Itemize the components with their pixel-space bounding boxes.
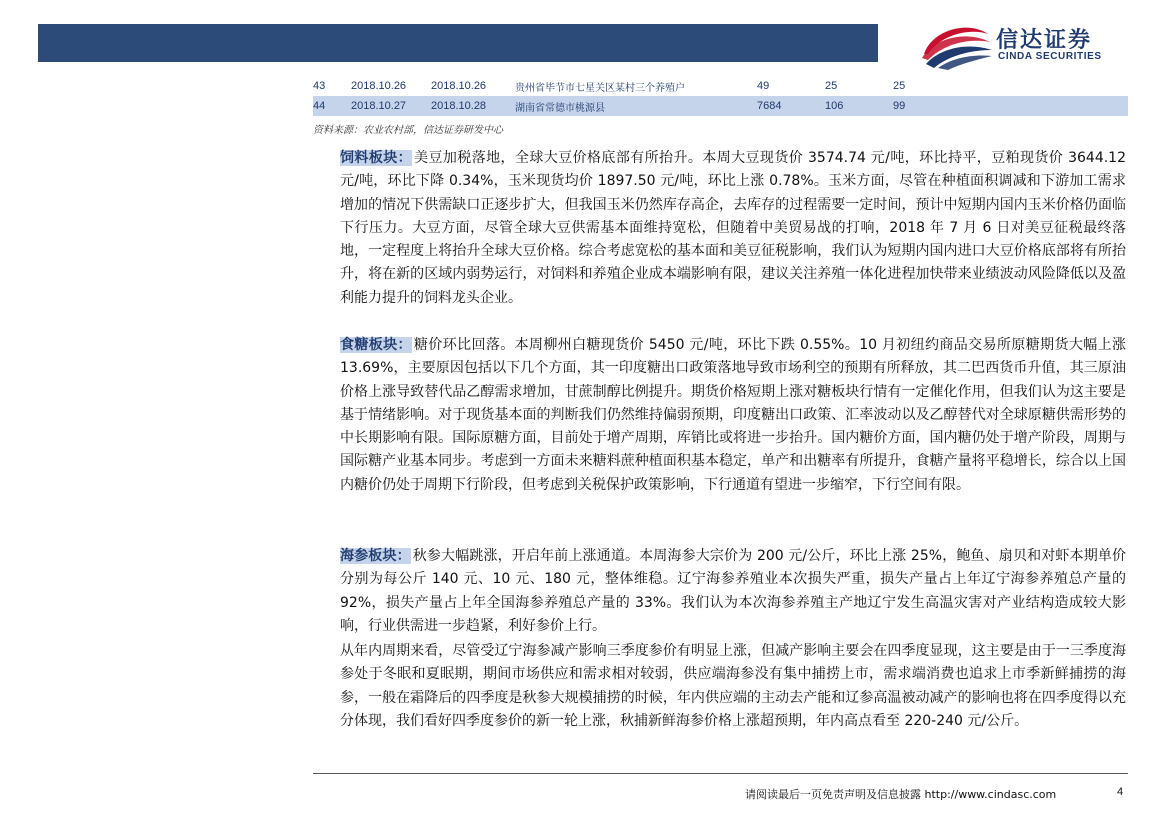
table-cell-location: 湖南省常德市桃源县 <box>515 96 757 116</box>
seacucumber-cycle-paragraph <box>340 640 1126 733</box>
table-cell-value: 25 <box>825 76 893 96</box>
company-logo <box>918 20 1133 70</box>
footer-divider <box>313 773 1128 774</box>
feed-section-label: 饲料板块： <box>340 150 413 166</box>
outbreak-table <box>313 76 1128 116</box>
table-cell-date: 2018.10.28 <box>431 96 515 116</box>
footer-disclaimer: 请阅读最后一页免责声明及信息披露 http://www.cindasc.com <box>745 788 1057 801</box>
table-cell-value: 7684 <box>757 96 825 116</box>
table-cell-date: 2018.10.27 <box>351 96 431 116</box>
cinda-globe-icon <box>918 20 994 70</box>
page-number: 4 <box>1117 786 1124 798</box>
sugar-section-text: 糖价环比回落。本周柳州白糖现货价 5450 元/吨，环比下跌 0.55%。10 月初纽约商品交易所原糖期货大幅上涨 13.69%，主要原因包括以下几个方面，其一印度糖出口政策落地导致市场利空的预期有所释放，其二巴西货币升值，其三原油价格上涨导致替代品乙醇需求增加，甘蔗制醇比例提升。期货价格短期上涨对糖板块行情有一定催化作用，但我们认为这主要是基于情绪影响。对于现货基本面的判断我们仍然维持偏弱预期，印度糖出口政策、汇率波动以及乙醇替代对全球原糖供需形势的中长期影响有限。国际原糖方面，目前处于增产周期，库销比或将进一步抬升。国内糖价方面，国内糖仍处于增产阶段，周期与国际糖产业基本同步。考虑到一方面未来糖料蔗种植面积基本稳定，单产和出糖率有所提升，食糖产量将平稳增长，综合以上国内糖价仍处于周期下行阶段，但考虑到关税保护政策影响，下行通道有望进一步缩窄，下行空间有限。 <box>340 337 1126 493</box>
table-cell-date: 2018.10.26 <box>351 76 431 96</box>
sugar-section-label: 食糖板块： <box>340 337 412 353</box>
table-cell-value: 99 <box>893 96 1128 116</box>
seacucumber-section-label: 海参板块： <box>340 548 411 564</box>
sugar-section-paragraph <box>340 334 1126 497</box>
seacucumber-cycle-text: 从年内周期来看，尽管受辽宁海参减产影响三季度参价有明显上涨，但减产影响主要会在四季度显现，这主要是由于一三季度海参处于冬眠和夏眠期，期间市场供应和需求相对较弱，供应端海参没有集中捕捞上市，需求端消费也追求上市季新鲜捕捞的海参，一般在霜降后的四季度是秋参大规模捕捞的时候，年内供应端的主动去产能和辽参高温被动减产的影响也将在四季度得以充分体现，我们看好四季度参价的新一轮上涨，秋捕新鲜海参价格上涨超预期，年内高点看至 220-240 元/公斤。 <box>340 643 1126 729</box>
table-cell-location: 贵州省毕节市七星关区某村三个养殖户 <box>515 76 757 96</box>
logo-english-name: CINDA SECURITIES <box>998 51 1102 62</box>
table-cell-value: 106 <box>825 96 893 116</box>
logo-chinese-name: 信达证券 <box>996 28 1093 53</box>
table-row <box>313 96 1128 116</box>
header-band <box>38 24 878 62</box>
data-source-note: 资料来源：农业农村部，信达证券研发中心 <box>313 125 503 136</box>
feed-section-text: 美豆加税落地，全球大豆价格底部有所抬升。本周大豆现货价 3574.74 元/吨，环比持平，豆粕现货价 3644.12 元/吨，环比下降 0.34%，玉米现货均价 1897.50 元/吨，环比上涨 0.78%。玉米方面，尽管在种植面积调减和下游加工需求增加的情况下供需缺口正逐步扩大，但我国玉米仍然库存高企，去库存的过程需要一定时间，预计中短期内国内玉米价格仍面临下行压力。大豆方面，尽管全球大豆供需基本面维持宽松，但随着中美贸易战的打响，2018 年 7 月 6 日对美豆征税最终落地，一定程度上将抬升全球大豆价格。综合考虑宽松的基本面和美豆征税影响，我们认为短期内国内进口大豆价格底部将有所抬升，将在新的区域内弱势运行，对饲料和养殖企业成本端影响有限，建议关注养殖一体化进程加快带来业绩波动风险降低以及盈利能力提升的饲料龙头企业。 <box>340 150 1127 306</box>
feed-section-paragraph <box>340 147 1126 310</box>
table-cell-date: 2018.10.26 <box>431 76 515 96</box>
table-cell-value: 49 <box>757 76 825 96</box>
seacucumber-section-paragraph <box>340 545 1126 638</box>
seacucumber-section-text: 秋参大幅跳涨，开启年前上涨通道。本周海参大宗价为 200 元/公斤，环比上涨 25%，鲍鱼、扇贝和对虾本期单价分别为每公斤 140 元、10 元、180 元，整体维稳。辽宁海参养殖业本次损失严重，损失产量占上年辽宁海参养殖总产量的 92%，损失产量占上年全国海参养殖总产量的 33%。我们认为本次海参养殖主产地辽宁发生高温灾害对产业结构造成较大影响，行业供需进一步趋紧，利好参价上行。 <box>340 548 1126 634</box>
table-cell-value: 25 <box>893 76 1128 96</box>
table-cell-index: 43 <box>313 76 351 96</box>
table-row <box>313 76 1128 96</box>
table-cell-index: 44 <box>313 96 351 116</box>
